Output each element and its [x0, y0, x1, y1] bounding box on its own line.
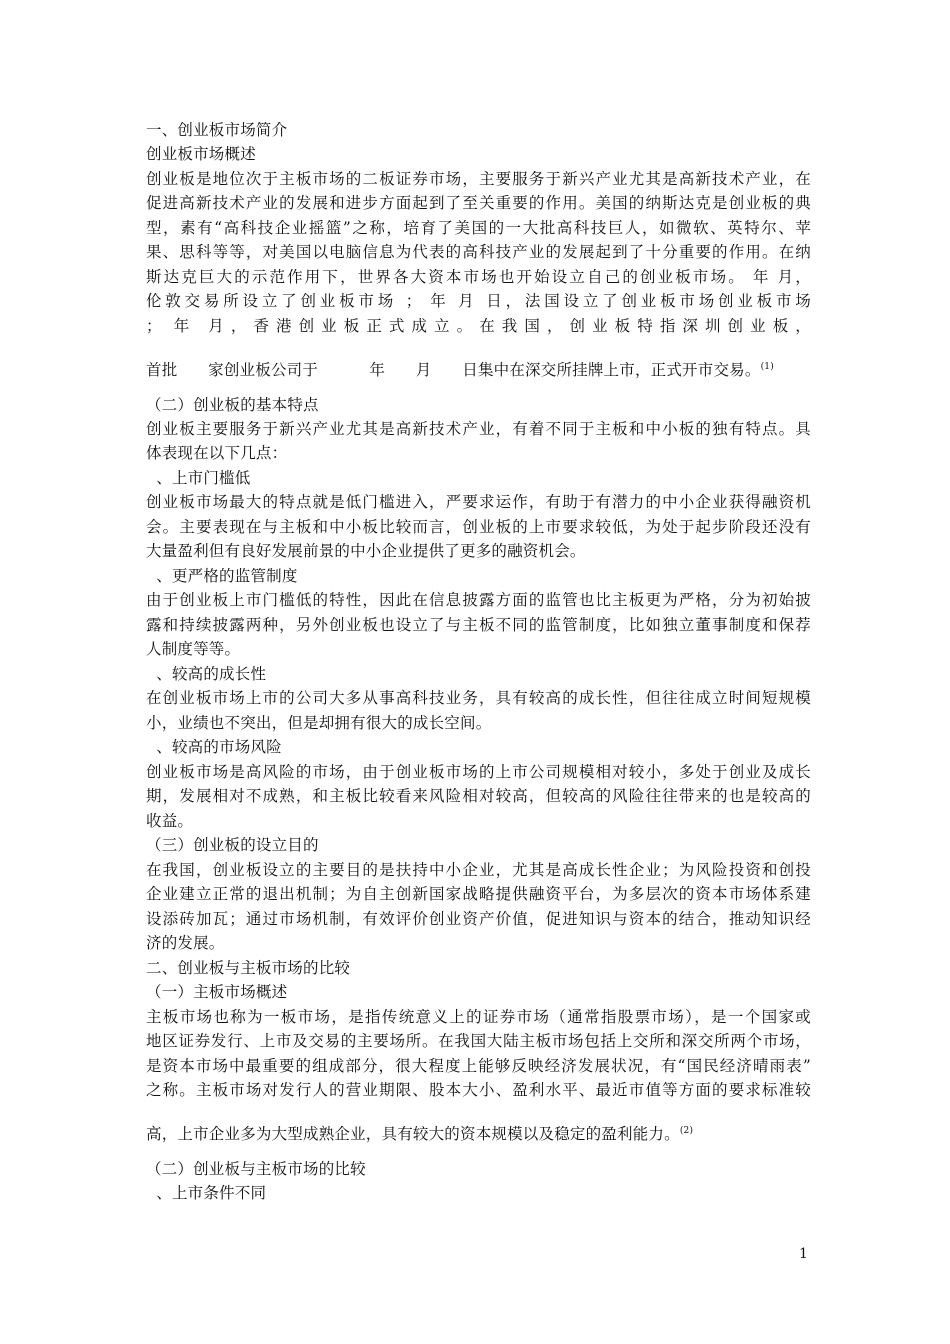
line-text: 、上市条件不同	[146, 1184, 267, 1202]
text-line	[146, 1005, 811, 1029]
line-text: 创业板市场概述	[146, 145, 256, 163]
text-line	[146, 466, 811, 490]
text-line	[146, 441, 811, 465]
line-text: ； 年 月，香港创业板正式成立。在我国，创业板特指深圳创业板，	[146, 317, 811, 335]
line-text: 、较高的成长性	[146, 665, 267, 683]
text-line	[146, 686, 811, 710]
line-text: 小，业绩也不突出，但是却拥有很大的成长空间。	[146, 714, 492, 732]
text-line	[146, 711, 811, 735]
text-line	[146, 931, 811, 955]
line-text: 二、创业板与主板市场的比较	[146, 959, 351, 977]
line-text: 、上市门槛低	[146, 469, 251, 487]
line-text: 地区证券发行、上市及交易的主要场所。在我国大陆主板市场包括上交所和深交所两个市场，	[146, 1032, 811, 1050]
text-line	[146, 191, 811, 215]
text-line	[146, 760, 811, 784]
line-text: 主板市场也称为一板市场，是指传统意义上的证券市场（通常指股票市场），是一个国家或	[146, 1008, 811, 1026]
text-line	[146, 490, 811, 514]
text-line	[146, 216, 811, 240]
line-text: 之称。主板市场对发行人的营业期限、股本大小、盈利水平、最近市值等方面的要求标准较	[146, 1081, 811, 1099]
text-line	[146, 393, 811, 417]
text-line	[146, 662, 811, 686]
line-text: 创业板市场最大的特点就是低门槛进入，严要求运作，有助于有潜力的中小企业获得融资机	[146, 493, 811, 511]
line-text: 体表现在以下几点：	[146, 444, 288, 462]
line-text: 促进高新技术产业的发展和进步方面起到了至关重要的作用。美国的纳斯达克是创业板的典	[146, 194, 811, 212]
text-line	[146, 882, 811, 906]
line-text: 创业板市场是高风险的市场，由于创业板市场的上市公司规模相对较小，多处于创业及成长	[146, 763, 811, 781]
text-line	[146, 314, 811, 338]
footnote-marker: (1)	[760, 362, 774, 372]
text-line	[146, 265, 811, 289]
line-text: 设添砖加瓦；通过市场机制，有效评价创业资产价值，促进知识与资本的结合，推动知识经	[146, 910, 811, 928]
text-line	[146, 515, 811, 539]
line-text: 创业板主要服务于新兴产业尤其是高新技术产业，有着不同于主板和中小板的独有特点。具	[146, 420, 811, 438]
text-line	[146, 1119, 811, 1146]
text-line	[146, 735, 811, 759]
text-line	[146, 1181, 811, 1205]
line-text: 济的发展。	[146, 934, 225, 952]
line-text: （二）创业板与主板市场的比较	[146, 1160, 366, 1178]
text-line	[146, 588, 811, 612]
text-line	[146, 956, 811, 980]
text-line	[146, 118, 811, 142]
text-line	[146, 858, 811, 882]
text-line	[146, 907, 811, 931]
line-text: 在我国，创业板设立的主要目的是扶持中小企业，尤其是高成长性企业；为风险投资和创投	[146, 861, 811, 879]
line-text: 由于创业板上市门槛低的特性，因此在信息披露方面的监管也比主板更为严格，分为初始披	[146, 591, 811, 609]
text-line	[146, 784, 811, 808]
line-text: 、较高的市场风险	[146, 738, 282, 756]
text-line	[146, 613, 811, 637]
page-number: 1	[799, 1246, 808, 1262]
text-line	[146, 833, 811, 857]
text-line	[146, 417, 811, 441]
line-text: 高，上市企业多为大型成熟企业，具有较大的资本规模以及稳定的盈利能力。	[146, 1125, 680, 1144]
text-line	[146, 1029, 811, 1053]
line-text: 收益。	[146, 812, 194, 830]
text-line	[146, 539, 811, 563]
line-text: 会。主要表现在与主板和中小板比较而言，创业板的上市要求较低，为处于起步阶段还没有	[146, 518, 811, 536]
text-line	[146, 1054, 811, 1078]
text-line	[146, 809, 811, 833]
line-text: 是资本市场中最重要的组成部分，很大程度上能够反映经济发展状况，有“国民经济晴雨表”	[146, 1057, 811, 1075]
text-line	[146, 1157, 811, 1181]
line-text: （一）主板市场概述	[146, 983, 288, 1001]
line-text: 型，素有“高科技企业摇篮”之称，培育了美国的一大批高科技巨人，如微软、英特尔、苹	[146, 219, 811, 237]
line-text: （二）创业板的基本特点	[146, 396, 319, 414]
line-text: 人制度等等。	[146, 640, 241, 658]
line-text: 企业建立正常的退出机制；为自主创新国家战略提供融资平台，为多层次的资本市场体系建	[146, 885, 811, 903]
text-line	[146, 289, 811, 313]
text-line	[146, 1078, 811, 1102]
line-text: 、更严格的监管制度	[146, 567, 298, 585]
line-text: （三）创业板的设立目的	[146, 836, 319, 854]
text-line	[146, 637, 811, 661]
line-text: 斯达克巨大的示范作用下，世界各大资本市场也开始设立自己的创业板市场。 年 月，	[146, 268, 811, 286]
line-text: 大量盈利但有良好发展前景的中小企业提供了更多的融资机会。	[146, 542, 586, 560]
line-text: 在创业板市场上市的公司大多从事高科技业务，具有较高的成长性，但往往成立时间短规模	[146, 689, 811, 707]
line-text: 果、思科等等，对美国以电脑信息为代表的高科技产业的发展起到了十分重要的作用。在纳	[146, 243, 811, 261]
footnote-marker: (2)	[679, 1126, 694, 1136]
line-text: 一、创业板市场简介	[146, 121, 288, 139]
line-text: 创业板是地位次于主板市场的二板证券市场，主要服务于新兴产业尤其是高新技术产业，在	[146, 170, 811, 188]
line-text: 伦敦交易所设立了创业板市场 ； 年 月 日，法国设立了创业板市场创业板市场	[146, 292, 811, 310]
text-line	[146, 167, 811, 191]
text-line	[146, 240, 811, 264]
text-line	[146, 564, 811, 588]
text-line	[146, 355, 811, 382]
line-text: 期，发展相对不成熟，和主板比较看来风险相对较高，但较高的风险往往带来的也是较高的	[146, 787, 811, 805]
line-text: 露和持续披露两种，另外创业板也设立了与主板不同的监管制度，比如独立董事制度和保荐	[146, 616, 811, 634]
text-line	[146, 142, 811, 166]
line-text: 首批 家创业板公司于 年 月 日集中在深交所挂牌上市，正式开市交易。	[146, 361, 761, 380]
text-line	[146, 980, 811, 1004]
